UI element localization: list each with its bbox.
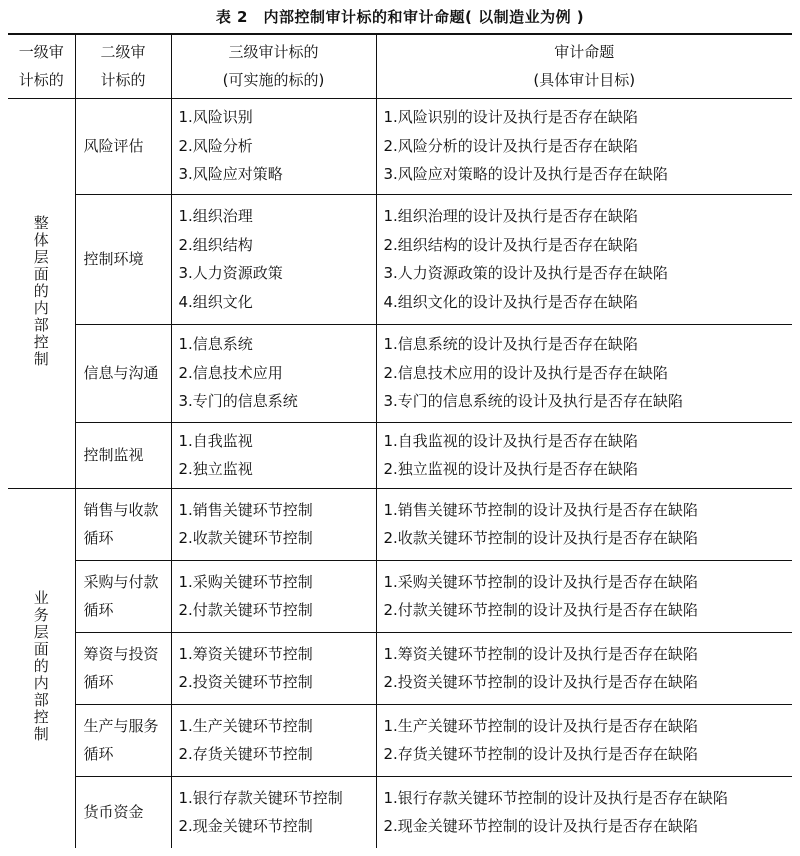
level2-label: 生产与服务 xyxy=(83,717,159,735)
proposition-item: 2.现金关键环节控制的设计及执行是否存在缺陷 xyxy=(383,817,698,836)
level3-cell xyxy=(171,776,376,848)
header-proposition xyxy=(376,34,792,98)
table-row xyxy=(8,98,792,194)
proposition-item: 4.组织文化的设计及执行是否存在缺陷 xyxy=(383,292,638,311)
proposition-cell xyxy=(376,704,792,776)
header-level2-line: 计标的 xyxy=(100,71,146,90)
level2-cell xyxy=(75,488,171,560)
level3-item: 1.筹资关键环节控制 xyxy=(178,644,313,663)
level2-cell xyxy=(75,776,171,848)
table-body xyxy=(8,98,792,848)
level3-item: 1.银行存款关键环节控制 xyxy=(178,788,343,807)
header-proposition-line: 审计命题 xyxy=(554,43,615,62)
level1-label: 业务层面的内部控制 xyxy=(31,589,50,743)
level3-item: 1.信息系统 xyxy=(178,335,253,354)
table-header xyxy=(8,34,792,98)
header-level2 xyxy=(75,34,171,98)
proposition-cell xyxy=(376,776,792,848)
level2-label: 控制监视 xyxy=(83,446,144,464)
table-row xyxy=(8,422,792,488)
proposition-item: 2.风险分析的设计及执行是否存在缺陷 xyxy=(383,136,638,155)
proposition-item: 1.银行存款关键环节控制的设计及执行是否存在缺陷 xyxy=(383,788,728,807)
level2-label: 采购与付款 xyxy=(83,573,159,591)
level3-cell xyxy=(171,194,376,324)
proposition-item: 1.组织治理的设计及执行是否存在缺陷 xyxy=(383,207,638,225)
level2-label: 筹资与投资 xyxy=(83,645,159,663)
level3-item: 3.人力资源政策 xyxy=(178,264,283,282)
table-row xyxy=(8,560,792,632)
table-row xyxy=(8,632,792,704)
proposition-cell xyxy=(376,194,792,324)
proposition-item: 3.人力资源政策的设计及执行是否存在缺陷 xyxy=(383,264,668,282)
level3-item: 2.投资关键环节控制 xyxy=(178,673,313,691)
proposition-item: 2.收款关键环节控制的设计及执行是否存在缺陷 xyxy=(383,529,698,547)
level3-item: 4.组织文化 xyxy=(178,292,253,311)
proposition-cell xyxy=(376,422,792,488)
proposition-item: 1.信息系统的设计及执行是否存在缺陷 xyxy=(383,335,638,354)
level3-cell xyxy=(171,488,376,560)
level2-cell xyxy=(75,194,171,324)
proposition-item: 2.存货关键环节控制的设计及执行是否存在缺陷 xyxy=(383,745,698,763)
level3-item: 3.风险应对策略 xyxy=(178,165,283,184)
table-row xyxy=(8,488,792,560)
proposition-cell xyxy=(376,632,792,704)
table-row xyxy=(8,194,792,324)
level2-label: 循环 xyxy=(83,673,114,691)
header-level1-line: 一级审 xyxy=(18,43,64,62)
header-level3 xyxy=(171,34,376,98)
proposition-item: 2.付款关键环节控制的设计及执行是否存在缺陷 xyxy=(383,601,698,619)
header-proposition-line: (具体审计目标) xyxy=(533,71,636,90)
proposition-item: 2.信息技术应用的设计及执行是否存在缺陷 xyxy=(383,363,668,382)
level3-item: 2.风险分析 xyxy=(178,136,253,155)
audit-table xyxy=(8,33,792,848)
proposition-cell xyxy=(376,98,792,194)
header-level1-line: 计标的 xyxy=(18,71,64,90)
level2-cell xyxy=(75,98,171,194)
level3-item: 2.信息技术应用 xyxy=(178,363,283,382)
table-row xyxy=(8,776,792,848)
level2-label: 信息与沟通 xyxy=(83,364,159,382)
level3-item: 1.组织治理 xyxy=(178,207,253,225)
proposition-item: 3.专门的信息系统的设计及执行是否存在缺陷 xyxy=(383,392,683,411)
proposition-item: 1.销售关键环节控制的设计及执行是否存在缺陷 xyxy=(383,500,698,519)
level3-item: 2.付款关键环节控制 xyxy=(178,601,313,619)
level3-cell xyxy=(171,632,376,704)
proposition-item: 1.筹资关键环节控制的设计及执行是否存在缺陷 xyxy=(383,644,698,663)
level2-label: 销售与收款 xyxy=(83,501,159,519)
level3-cell xyxy=(171,422,376,488)
header-level1 xyxy=(8,34,75,98)
proposition-item: 2.组织结构的设计及执行是否存在缺陷 xyxy=(383,235,638,254)
level2-label: 控制环境 xyxy=(83,250,144,268)
level2-label: 循环 xyxy=(83,745,114,763)
proposition-cell xyxy=(376,560,792,632)
level1-cell xyxy=(8,98,75,488)
level2-cell xyxy=(75,704,171,776)
level2-label: 风险评估 xyxy=(83,137,144,155)
level3-cell xyxy=(171,704,376,776)
level3-item: 2.存货关键环节控制 xyxy=(178,745,313,763)
level3-item: 2.独立监视 xyxy=(178,460,253,478)
level3-item: 2.收款关键环节控制 xyxy=(178,529,313,547)
level2-cell xyxy=(75,422,171,488)
level3-cell xyxy=(171,324,376,422)
level3-item: 1.销售关键环节控制 xyxy=(178,500,313,519)
level2-cell xyxy=(75,324,171,422)
level3-item: 2.现金关键环节控制 xyxy=(178,817,313,836)
header-level2-line: 二级审 xyxy=(100,43,146,62)
level1-label: 整体层面的内部控制 xyxy=(31,214,50,368)
level3-item: 1.自我监视 xyxy=(178,431,253,450)
level3-item: 3.专门的信息系统 xyxy=(178,392,298,411)
proposition-item: 1.采购关键环节控制的设计及执行是否存在缺陷 xyxy=(383,572,698,591)
level3-item: 1.风险识别 xyxy=(178,108,253,127)
header-row xyxy=(8,34,792,98)
level2-cell xyxy=(75,632,171,704)
level3-cell xyxy=(171,98,376,194)
table-row xyxy=(8,324,792,422)
header-level3-line: 三级审计标的 xyxy=(228,43,319,62)
proposition-item: 3.风险应对策略的设计及执行是否存在缺陷 xyxy=(383,165,668,184)
proposition-cell xyxy=(376,488,792,560)
table-caption: 表 2 内部控制审计标的和审计命题( 以制造业为例 ) xyxy=(215,8,585,26)
proposition-item: 2.投资关键环节控制的设计及执行是否存在缺陷 xyxy=(383,673,698,691)
proposition-item: 1.生产关键环节控制的设计及执行是否存在缺陷 xyxy=(383,716,698,735)
proposition-cell xyxy=(376,324,792,422)
proposition-item: 2.独立监视的设计及执行是否存在缺陷 xyxy=(383,460,638,478)
header-level3-line: (可实施的标的) xyxy=(222,71,325,90)
level2-label: 循环 xyxy=(83,601,114,619)
level2-label: 循环 xyxy=(83,529,114,547)
table-row xyxy=(8,704,792,776)
level3-item: 2.组织结构 xyxy=(178,235,253,254)
level3-cell xyxy=(171,560,376,632)
level1-cell xyxy=(8,488,75,848)
proposition-item: 1.自我监视的设计及执行是否存在缺陷 xyxy=(383,431,638,450)
level2-label: 货币资金 xyxy=(83,803,144,822)
level3-item: 1.采购关键环节控制 xyxy=(178,572,313,591)
level3-item: 1.生产关键环节控制 xyxy=(178,716,313,735)
level2-cell xyxy=(75,560,171,632)
proposition-item: 1.风险识别的设计及执行是否存在缺陷 xyxy=(383,108,638,127)
